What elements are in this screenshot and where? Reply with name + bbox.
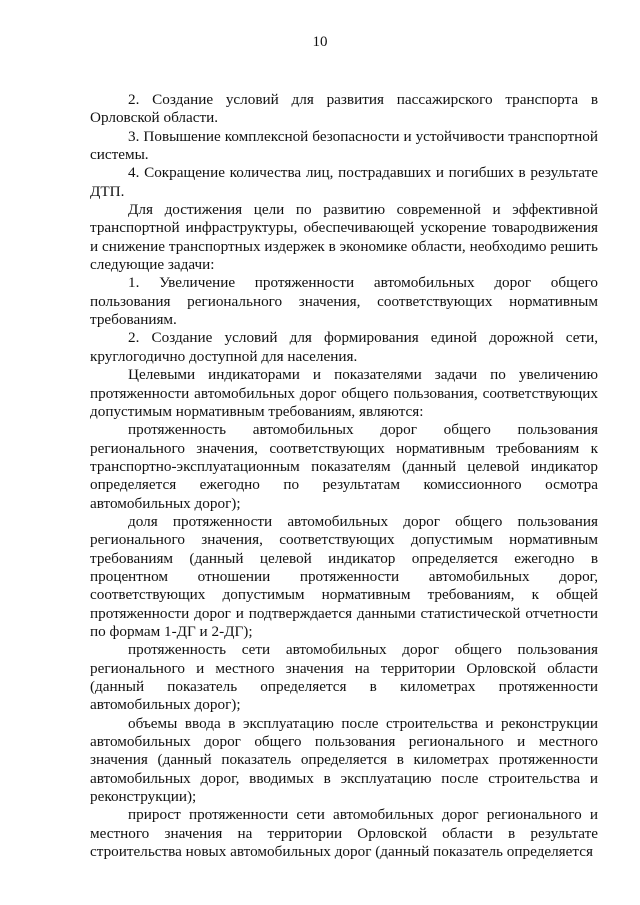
page-number: 10 <box>312 34 328 50</box>
paragraph-goal-intro: Для достижения цели по развитию современной и эффективной транспортной инфраструктуры, обеспечивающей ускорение товародвижения и снижение транспортных издержек в экономике области, необходимо решить следующие задачи: <box>90 201 598 274</box>
paragraph-task-4: 4. Сокращение количества лиц, пострадавших и погибших в результате ДТП. <box>90 164 598 200</box>
paragraph-indicator-growth: прирост протяженности сети автомобильных дорог регионального и местного значения на территории Орловской области в результате строительства новых автомобильных дорог (данный показатель определяется <box>90 806 598 861</box>
paragraph-goal-task-1: 1. Увеличение протяженности автомобильных дорог общего пользования регионального значения, соответствующих нормативным требованиям. <box>90 274 598 329</box>
paragraph-indicator-length: протяженность автомобильных дорог общего пользования регионального значения, соответствующих нормативным требованиям к транспортно-эксплуатационным показателям (данный целевой индикатор определяется ежегодно по результатам комиссионного осмотра автомобильных дорог); <box>90 421 598 512</box>
paragraph-task-3: 3. Повышение комплексной безопасности и устойчивости транспортной системы. <box>90 127 598 164</box>
paragraph-task-2: 2. Создание условий для развития пассажирского транспорта в Орловской области. <box>90 91 598 127</box>
paragraph-indicator-commissioning: объемы ввода в эксплуатацию после строительства и реконструкции автомобильных дорог общего пользования регионального и местного значения (данный показатель определяется в километрах протяженности автомобильных дорог, вводимых в эксплуатацию после строительства и реконструкции); <box>90 714 598 806</box>
paragraph-indicator-share: доля протяженности автомобильных дорог общего пользования регионального значения, соответствующих допустимым нормативным требованиям (данный целевой индикатор определяется ежегодно в процентном отношении протяженности автомобильных дорог, соответствующих допустимым нормативным требованиям, к общей протяженности дорог и подтверждается данными статистической отчетности по формам 1-ДГ и 2-ДГ); <box>90 512 598 640</box>
paragraph-indicator-network-length: протяженность сети автомобильных дорог общего пользования регионального и местного значения на территории Орловской области (данный показатель определяется в километрах протяженности автомобильных дорог); <box>90 641 598 714</box>
paragraph-indicators-intro: Целевыми индикаторами и показателями задачи по увеличению протяженности автомобильных дорог общего пользования, соответствующих допустимым нормативным требованиям, являются: <box>90 366 598 420</box>
paragraph-goal-task-2: 2. Создание условий для формирования единой дорожной сети, круглогодично доступной для населения. <box>90 329 598 365</box>
document-body <box>90 91 598 861</box>
